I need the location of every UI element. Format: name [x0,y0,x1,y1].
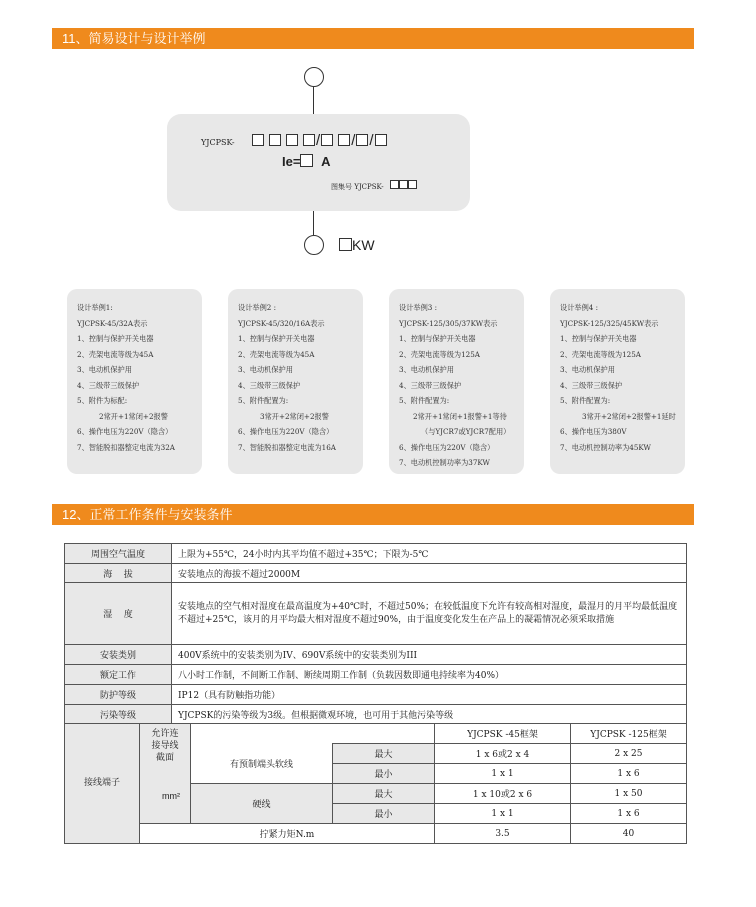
example-line: 1、控制与保护开关电器 [399,334,476,343]
value-125: 1 x 50 [571,784,687,804]
example-line: 1、控制与保护开关电器 [560,334,637,343]
condition-value: 安装地点的海拔不超过2000M [172,564,687,583]
example-line: 1、控制与保护开关电器 [77,334,154,343]
example-title: 设计举例3 : [399,303,438,312]
condition-value: 上限为+55℃，24小时内其平均值不超过+35℃；下限为-5℃ [172,544,687,564]
table-row [65,824,687,844]
example-line: 6、操作电压为220V（隐含） [399,442,495,452]
example-line: 7、智能脱扣器整定电流为16A [238,442,336,452]
table-row [65,645,687,665]
unit-label: mm² [162,791,180,801]
example-line: 2、壳架电流等级为125A [560,349,641,359]
wire-type: 有预制端头软线 [191,744,333,784]
top-connector [313,87,314,114]
example-card-2 [228,289,363,474]
value-125: 2 x 25 [571,744,687,764]
kw-unit: KW [352,237,375,253]
condition-label: 防护等级 [65,685,172,705]
code-box-icon [321,134,333,146]
conditions-table [64,543,687,724]
max-label: 最大 [333,744,435,764]
example-line: 5、附件配置为: [560,396,611,405]
code-box-icon [375,134,387,146]
section-label: 允许连接导线截面 [151,729,179,763]
value-45: 1 x 10或2 x 6 [435,784,571,804]
table-row [65,665,687,685]
atlas-box-icon [390,180,399,189]
ie-label: Ie= [282,154,301,169]
example-line: 3、电动机保护用 [560,365,615,374]
max-label: 最大 [333,784,435,804]
example-line: 6、操作电压为380V [560,427,627,436]
example-line: 7、智能脱扣器整定电流为32A [77,442,175,452]
col-45-header: YJCPSK -45框架 [435,724,571,744]
example-line: 3、电动机保护用 [399,365,454,374]
section-label-cell [140,724,191,824]
table-row [65,685,687,705]
table-row [65,564,687,583]
value-45: 1 x 1 [435,804,571,824]
example-line: 7、电动机控制功率为37KW [399,458,490,467]
kw-box-icon [339,238,352,251]
condition-label: 污染等级 [65,705,172,724]
code-box-icon [269,134,281,146]
min-label: 最小 [333,804,435,824]
code-box-icon [286,134,298,146]
code-box-icon [252,134,264,146]
code-box-icon [338,134,350,146]
example-line: 2、壳架电流等级为125A [399,349,480,359]
example-line: 2、壳架电流等级为45A [238,349,315,359]
model-prefix: YJCPSK- [201,138,235,147]
condition-label: 海 拔 [65,564,172,583]
condition-label: 湿 度 [65,583,172,645]
example-accessory: 3常开+2常闭+2报警 [260,411,329,421]
example-line: 3、电动机保护用 [238,365,293,374]
example-line: 4、三级带三级保护 [399,380,462,390]
value-45: 1 x 1 [435,764,571,784]
table-row [65,583,687,645]
example-model: YJCPSK-45/32A表示 [77,318,148,328]
ie-box-icon [300,154,313,167]
example-model: YJCPSK-45/320/16A表示 [238,318,325,328]
example-card-3 [389,289,524,474]
atlas-row [331,180,417,192]
example-line: 5、附件为标配: [77,396,128,405]
bottom-connector [313,211,314,235]
example-card-4 [550,289,685,474]
bottom-circle-icon [304,235,324,255]
torque-label: 拧紧力矩N.m [140,824,435,844]
wire-type: 硬线 [191,784,333,824]
example-line: 3、电动机保护用 [77,365,132,374]
example-line: 7、电动机控制功率为45KW [560,442,651,452]
header-blank [191,724,435,744]
ie-row [282,154,330,169]
model-code-panel [167,114,470,211]
table-row [65,724,687,744]
value-45: 1 x 6或2 x 4 [435,744,571,764]
example-card-1 [67,289,202,474]
example-accessory-note: （与YJCR7或YJCR7配用） [421,427,511,436]
condition-value: YJCPSK的污染等级为3级。但根据微观环境，也可用于其他污染等级 [172,705,687,724]
col-125-header: YJCPSK -125框架 [571,724,687,744]
example-line: 6、操作电压为220V（隐含） [238,427,334,436]
example-line: 6、操作电压为220V（隐含） [77,427,173,436]
example-model: YJCPSK-125/305/37KW表示 [399,318,498,328]
min-label: 最小 [333,764,435,784]
condition-value: 安装地点的空气相对湿度在最高温度为+40℃时，不超过50%；在较低温度下允许有较高相对湿度，最湿月的月平均最低温度不超过+25℃，该月的月平均最大相对湿度不超过90%，由于温度变化发生在产品上的凝霜情况必须采取措施 [172,583,687,645]
top-circle-icon [304,67,324,87]
condition-label: 周围空气温度 [65,544,172,564]
model-code-row: YJCPSK- / / / [201,130,387,149]
atlas-label: 图集号 YJCPSK- [331,183,384,191]
table-row [65,544,687,564]
example-title: 设计举例2 : [238,303,277,312]
example-accessory: 2常开+1常闭+2报警 [99,411,168,421]
torque-125: 40 [571,824,687,844]
terminal-table [64,723,687,844]
condition-value: 八小时工作制，不间断工作制、断续周期工作制（负载因数即通电持续率为40%） [172,665,687,685]
example-model: YJCPSK-125/325/45KW表示 [560,318,659,328]
condition-label: 额定工作 [65,665,172,685]
section-11-title: 11、简易设计与设计举例 [52,28,694,49]
example-line: 4、三级带三级保护 [77,380,140,390]
condition-label: 安装类别 [65,645,172,665]
value-125: 1 x 6 [571,804,687,824]
example-title: 设计举例4 : [560,303,599,312]
value-125: 1 x 6 [571,764,687,784]
code-box-icon [356,134,368,146]
condition-value: 400V系统中的安装类别为IV、690V系统中的安装类别为III [172,645,687,665]
example-line: 2、壳架电流等级为45A [77,349,154,359]
example-line: 5、附件配置为: [399,396,450,405]
atlas-box-icon [408,180,417,189]
section-12-title: 12、正常工作条件与安装条件 [52,504,694,525]
terminal-group-label: 接线端子 [65,724,140,844]
torque-45: 3.5 [435,824,571,844]
ie-unit: A [321,154,331,169]
table-row [65,705,687,724]
example-accessory: 2常开+1常闭+1报警+1等待 [413,411,507,421]
example-line: 1、控制与保护开关电器 [238,334,315,343]
code-box-icon [303,134,315,146]
example-accessory: 3常开+2常闭+2报警+1延时 [582,411,676,421]
condition-value: IP12（具有防触指功能） [172,685,687,705]
example-line: 4、三级带三级保护 [560,380,623,390]
example-title: 设计举例1: [77,303,113,312]
kw-label [339,237,375,253]
example-line: 4、三级带三级保护 [238,380,301,390]
example-line: 5、附件配置为: [238,396,289,405]
atlas-box-icon [399,180,408,189]
